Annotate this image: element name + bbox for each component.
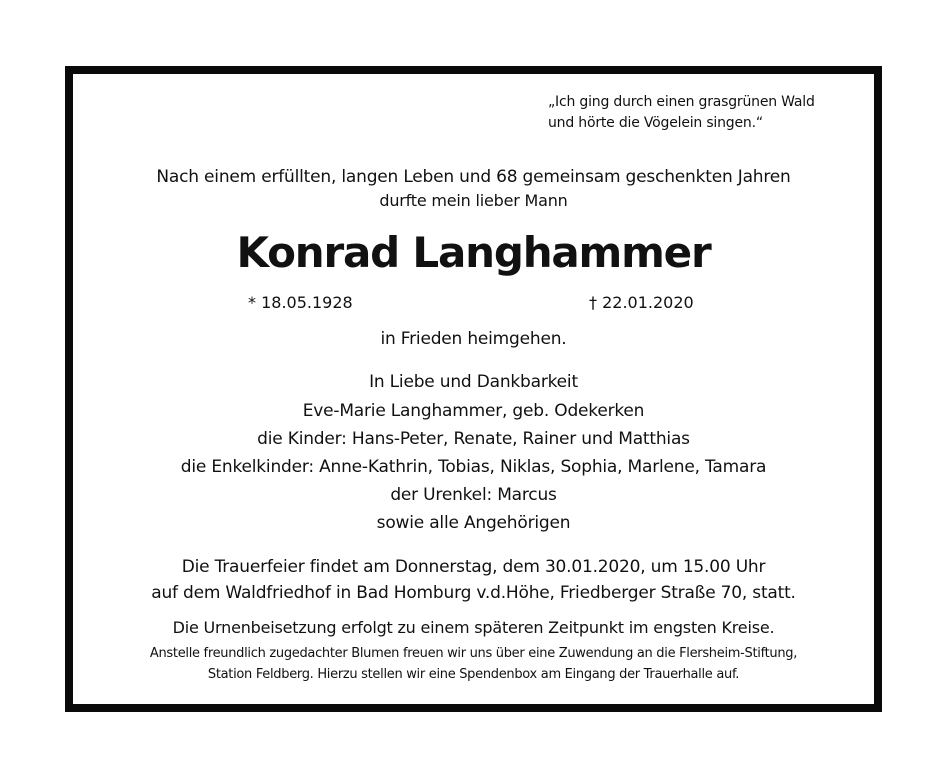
donation-line-2: Station Feldberg. Hierzu stellen wir eine Spendenbox am Eingang der Trauerhalle auf. [207, 667, 740, 682]
mourner-line-3: die Enkelkinder: Anne-Kathrin, Tobias, Niklas, Sophia, Marlene, Tamara [180, 457, 767, 477]
burial-text: Die Urnenbeisetzung erfolgt zu einem späteren Zeitpunkt im engsten Kreise. [172, 618, 775, 637]
intro-line-2: durfte mein lieber Mann [379, 191, 568, 210]
quote [548, 92, 815, 134]
death-date: † 22.01.2020 [589, 293, 694, 312]
ceremony-line-2: auf dem Waldfriedhof in Bad Homburg v.d.Höhe, Friedberger Straße 70, statt. [151, 583, 796, 603]
obituary-frame [65, 66, 882, 712]
deceased-name: Konrad Langhammer [236, 228, 711, 277]
quote-line-1: „Ich ging durch einen grasgrünen Wald [548, 94, 815, 110]
donation-line-1: Anstelle freundlich zugedachter Blumen freuen wir uns über eine Zuwendung an die Flersheim-Stiftung, [149, 646, 798, 661]
mourners-heading: In Liebe und Dankbarkeit [369, 372, 578, 392]
mourner-line-4: der Urenkel: Marcus [390, 485, 557, 505]
ceremony-line-1: Die Trauerfeier findet am Donnerstag, dem 30.01.2020, um 15.00 Uhr [181, 557, 766, 577]
mourner-line-5: sowie alle Angehörigen [376, 513, 571, 533]
quote-line-2: und hörte die Vögelein singen.“ [548, 115, 763, 131]
mourner-line-1: Eve-Marie Langhammer, geb. Odekerken [302, 401, 645, 421]
passed-text: in Frieden heimgehen. [380, 329, 567, 349]
obituary-card [72, 73, 875, 705]
mourner-line-2: die Kinder: Hans-Peter, Renate, Rainer und Matthias [257, 429, 690, 449]
birth-date: * 18.05.1928 [248, 293, 353, 312]
intro-line-1: Nach einem erfüllten, langen Leben und 68 gemeinsam geschenkten Jahren [156, 167, 791, 187]
